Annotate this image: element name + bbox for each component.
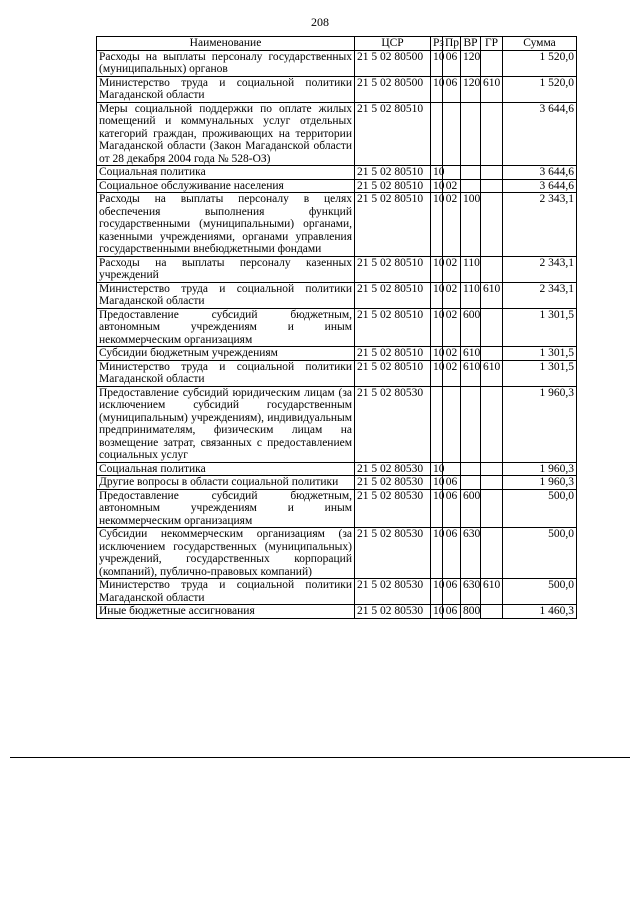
cell-csr: 21 5 02 80510 — [355, 193, 431, 257]
cell-pr: 06 — [443, 489, 461, 528]
cell-vr: 110 — [461, 282, 481, 308]
cell-name: Социальная политика — [97, 166, 355, 180]
cell-rz: 10 — [431, 476, 443, 490]
cell-gr — [481, 50, 503, 76]
table-row — [97, 528, 577, 579]
cell-name: Предоставление субсидий бюджетным, автономным учреждениям и иным некоммерческим организациям — [97, 489, 355, 528]
cell-rz: 10 — [431, 489, 443, 528]
bottom-divider — [10, 757, 630, 758]
cell-vr: 630 — [461, 579, 481, 605]
cell-rz: 10 — [431, 76, 443, 102]
cell-gr — [481, 102, 503, 166]
cell-vr — [461, 462, 481, 476]
cell-gr: 610 — [481, 579, 503, 605]
cell-rz: 10 — [431, 462, 443, 476]
cell-sum: 3 644,6 — [503, 102, 577, 166]
cell-name: Другие вопросы в области социальной политики — [97, 476, 355, 490]
cell-csr: 21 5 02 80530 — [355, 476, 431, 490]
cell-gr: 610 — [481, 76, 503, 102]
cell-pr: 02 — [443, 282, 461, 308]
table-row — [97, 605, 577, 619]
cell-gr — [481, 476, 503, 490]
cell-sum: 1 520,0 — [503, 76, 577, 102]
table-header-row — [97, 37, 577, 51]
cell-rz: 10 — [431, 166, 443, 180]
page-number: 208 — [311, 15, 329, 29]
cell-pr: 02 — [443, 347, 461, 361]
cell-name: Министерство труда и социальной политики Магаданской области — [97, 282, 355, 308]
cell-csr: 21 5 02 80510 — [355, 347, 431, 361]
table-row — [97, 489, 577, 528]
table-row — [97, 360, 577, 386]
header-sum: Сумма — [503, 37, 577, 51]
header-csr: ЦСР — [355, 37, 431, 51]
cell-name: Субсидии некоммерческим организациям (за исключением государственных (муниципальных) учреждений, государственных корпораций (компаний), публично-правовых компаний) — [97, 528, 355, 579]
cell-vr — [461, 386, 481, 462]
header-gr: ГР — [481, 37, 503, 51]
cell-rz: 10 — [431, 308, 443, 347]
cell-pr: 06 — [443, 76, 461, 102]
cell-rz — [431, 102, 443, 166]
table-row — [97, 386, 577, 462]
cell-rz — [431, 386, 443, 462]
budget-table — [96, 36, 577, 619]
cell-rz: 10 — [431, 605, 443, 619]
cell-csr: 21 5 02 80510 — [355, 256, 431, 282]
cell-csr: 21 5 02 80510 — [355, 166, 431, 180]
cell-pr — [443, 462, 461, 476]
cell-csr: 21 5 02 80530 — [355, 528, 431, 579]
cell-csr: 21 5 02 80510 — [355, 179, 431, 193]
cell-sum: 1 960,3 — [503, 386, 577, 462]
cell-csr: 21 5 02 80530 — [355, 605, 431, 619]
cell-csr: 21 5 02 80530 — [355, 386, 431, 462]
cell-rz: 10 — [431, 50, 443, 76]
header-name: Наименование — [97, 37, 355, 51]
cell-vr — [461, 166, 481, 180]
cell-rz: 10 — [431, 256, 443, 282]
cell-name: Расходы на выплаты персоналу государственных (муниципальных) органов — [97, 50, 355, 76]
cell-sum: 1 960,3 — [503, 476, 577, 490]
cell-rz: 10 — [431, 528, 443, 579]
cell-csr: 21 5 02 80510 — [355, 282, 431, 308]
table-row — [97, 102, 577, 166]
cell-pr — [443, 386, 461, 462]
cell-csr: 21 5 02 80510 — [355, 102, 431, 166]
cell-gr — [481, 489, 503, 528]
cell-sum: 3 644,6 — [503, 166, 577, 180]
cell-pr: 06 — [443, 579, 461, 605]
cell-vr: 110 — [461, 256, 481, 282]
table-row — [97, 76, 577, 102]
cell-rz: 10 — [431, 360, 443, 386]
cell-gr — [481, 347, 503, 361]
cell-name: Предоставление субсидий бюджетным, автономным учреждениям и иным некоммерческим организациям — [97, 308, 355, 347]
cell-rz: 10 — [431, 347, 443, 361]
cell-name: Предоставление субсидий юридическим лицам (за исключением субсидий государственным (муниципальным) учреждениям), индивидуальным предпринимателям, физическим лицам на возмещение затрат, связанных с предоставлением социальных услуг — [97, 386, 355, 462]
cell-pr — [443, 166, 461, 180]
table-body — [97, 50, 577, 618]
cell-name: Иные бюджетные ассигнования — [97, 605, 355, 619]
cell-name: Расходы на выплаты персоналу казенных учреждений — [97, 256, 355, 282]
cell-vr: 610 — [461, 347, 481, 361]
cell-sum: 1 960,3 — [503, 462, 577, 476]
table-row — [97, 347, 577, 361]
cell-pr: 06 — [443, 50, 461, 76]
cell-name: Расходы на выплаты персоналу в целях обеспечения выполнения функций государственными (муниципальными) органами, казенными учреждениями, органами управления государственными внебюджетными фондами — [97, 193, 355, 257]
cell-sum: 2 343,1 — [503, 282, 577, 308]
cell-sum: 1 301,5 — [503, 308, 577, 347]
cell-gr — [481, 528, 503, 579]
cell-vr: 120 — [461, 76, 481, 102]
cell-gr — [481, 308, 503, 347]
cell-name: Социальная политика — [97, 462, 355, 476]
cell-sum: 1 520,0 — [503, 50, 577, 76]
cell-pr: 02 — [443, 360, 461, 386]
cell-sum: 2 343,1 — [503, 193, 577, 257]
cell-gr — [481, 193, 503, 257]
cell-pr — [443, 102, 461, 166]
cell-name: Министерство труда и социальной политики Магаданской области — [97, 76, 355, 102]
cell-pr: 02 — [443, 256, 461, 282]
table-row — [97, 462, 577, 476]
cell-gr — [481, 256, 503, 282]
cell-gr — [481, 166, 503, 180]
cell-name: Меры социальной поддержки по оплате жилых помещений и коммунальных услуг отдельных категорий граждан, проживающих на территории Магаданской области (Закон Магаданской области от 28 декабря 2004 года № 528-ОЗ) — [97, 102, 355, 166]
cell-pr: 06 — [443, 605, 461, 619]
table-row — [97, 308, 577, 347]
cell-csr: 21 5 02 80500 — [355, 50, 431, 76]
cell-pr: 06 — [443, 476, 461, 490]
cell-gr — [481, 605, 503, 619]
table-row — [97, 256, 577, 282]
cell-rz: 10 — [431, 579, 443, 605]
cell-sum: 3 644,6 — [503, 179, 577, 193]
cell-vr: 100 — [461, 193, 481, 257]
cell-name: Министерство труда и социальной политики Магаданской области — [97, 579, 355, 605]
cell-vr: 800 — [461, 605, 481, 619]
table-row — [97, 282, 577, 308]
cell-sum: 500,0 — [503, 528, 577, 579]
cell-vr — [461, 476, 481, 490]
table-row — [97, 579, 577, 605]
table-row — [97, 166, 577, 180]
table-row — [97, 193, 577, 257]
cell-gr — [481, 179, 503, 193]
cell-gr: 610 — [481, 360, 503, 386]
header-pr: Пр — [443, 37, 461, 51]
cell-sum: 1 301,5 — [503, 360, 577, 386]
cell-sum: 500,0 — [503, 489, 577, 528]
cell-vr — [461, 102, 481, 166]
cell-sum: 1 301,5 — [503, 347, 577, 361]
cell-pr: 06 — [443, 528, 461, 579]
cell-gr — [481, 386, 503, 462]
cell-name: Социальное обслуживание населения — [97, 179, 355, 193]
cell-sum: 2 343,1 — [503, 256, 577, 282]
cell-sum: 500,0 — [503, 579, 577, 605]
table-row — [97, 50, 577, 76]
table-row — [97, 476, 577, 490]
cell-pr: 02 — [443, 193, 461, 257]
cell-vr — [461, 179, 481, 193]
table-row — [97, 179, 577, 193]
cell-vr: 600 — [461, 489, 481, 528]
cell-csr: 21 5 02 80510 — [355, 360, 431, 386]
cell-vr: 610 — [461, 360, 481, 386]
cell-csr: 21 5 02 80530 — [355, 489, 431, 528]
cell-name: Субсидии бюджетным учреждениям — [97, 347, 355, 361]
cell-csr: 21 5 02 80500 — [355, 76, 431, 102]
cell-gr — [481, 462, 503, 476]
cell-pr: 02 — [443, 179, 461, 193]
cell-vr: 630 — [461, 528, 481, 579]
cell-csr: 21 5 02 80510 — [355, 308, 431, 347]
cell-gr: 610 — [481, 282, 503, 308]
cell-rz: 10 — [431, 179, 443, 193]
cell-vr: 120 — [461, 50, 481, 76]
cell-rz: 10 — [431, 193, 443, 257]
cell-rz: 10 — [431, 282, 443, 308]
header-rz: Рз — [431, 37, 443, 51]
cell-csr: 21 5 02 80530 — [355, 579, 431, 605]
header-vr: ВР — [461, 37, 481, 51]
cell-pr: 02 — [443, 308, 461, 347]
cell-csr: 21 5 02 80530 — [355, 462, 431, 476]
cell-sum: 1 460,3 — [503, 605, 577, 619]
cell-vr: 600 — [461, 308, 481, 347]
cell-name: Министерство труда и социальной политики Магаданской области — [97, 360, 355, 386]
